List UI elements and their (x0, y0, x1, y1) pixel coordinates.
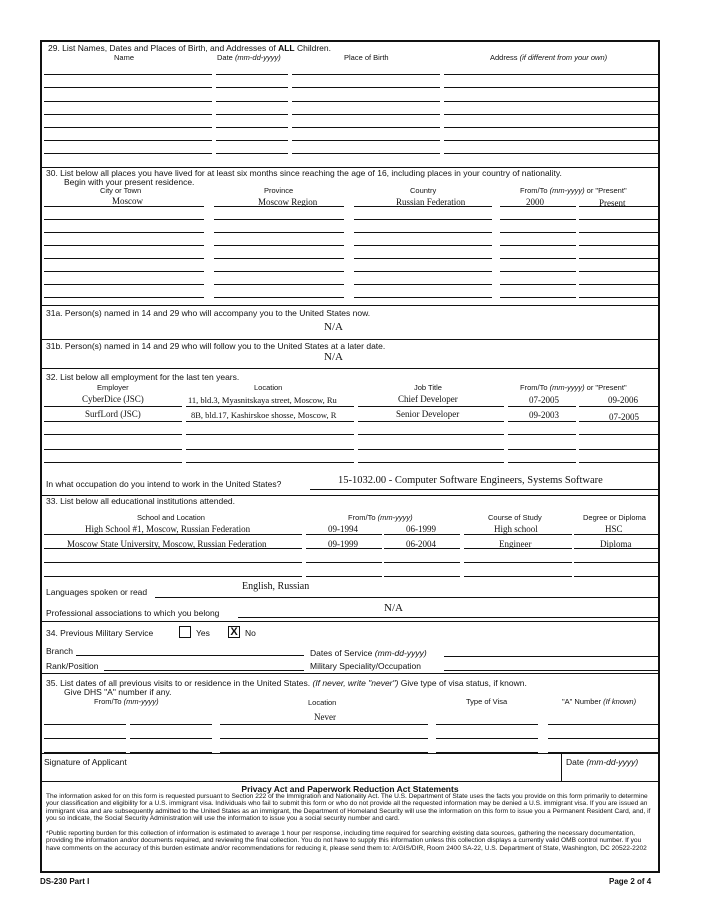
s33-languages-value[interactable]: English, Russian (242, 581, 310, 592)
grid33-line[interactable] (44, 562, 302, 563)
grid30-line[interactable] (214, 271, 344, 272)
s30-from-value[interactable]: 2000 (526, 197, 544, 207)
s30-col-country: Country (410, 186, 437, 195)
grid29-line[interactable] (44, 101, 212, 102)
s33-to-1[interactable]: 06-1999 (406, 524, 436, 534)
section-29 (42, 42, 658, 168)
grid29-line[interactable] (216, 87, 288, 88)
signature-row (42, 754, 658, 782)
grid33-line[interactable] (574, 534, 658, 535)
grid32-line[interactable] (579, 449, 658, 450)
grid30-line[interactable] (579, 232, 658, 233)
grid30-line[interactable] (500, 258, 576, 259)
grid33-line[interactable] (306, 548, 382, 549)
s33-col-school: School and Location (137, 513, 205, 522)
grid32-line[interactable] (579, 434, 658, 435)
grid29-line[interactable] (444, 114, 658, 115)
page-number: Page 2 of 4 (609, 877, 652, 886)
s33-school-1[interactable]: High School #1, Moscow, Russian Federation (85, 524, 251, 534)
grid33-line[interactable] (464, 576, 572, 577)
s30-title: 30. List below all places you have lived for at least six months since reaching the age of 16, including places in your country of nationality. (46, 168, 562, 178)
s33-course-1[interactable]: High school (494, 524, 538, 534)
grid29-line[interactable] (292, 74, 440, 75)
grid29-line[interactable] (292, 101, 440, 102)
s32-to-2[interactable]: 07-2005 (609, 412, 639, 422)
grid33-line[interactable] (464, 534, 572, 535)
grid32-line[interactable] (186, 462, 354, 463)
s33-languages-label: Languages spoken or read (46, 587, 148, 597)
grid30-line[interactable] (500, 284, 576, 285)
s33-school-2[interactable]: Moscow State University, Moscow, Russian Federation (67, 539, 267, 549)
s29-col-name: Name (114, 53, 135, 62)
grid29-line[interactable] (216, 74, 288, 75)
grid32-line[interactable] (186, 434, 354, 435)
grid35-line[interactable] (548, 752, 658, 753)
grid30-line[interactable] (354, 271, 492, 272)
grid35-line[interactable] (44, 724, 126, 725)
grid30-line[interactable] (44, 271, 204, 272)
s32-occupation-line (310, 489, 660, 490)
grid30-line[interactable] (579, 258, 658, 259)
s29-col-place: Place of Birth (344, 53, 389, 62)
grid29-line[interactable] (292, 153, 440, 154)
s34-dates-label: Dates of Service (mm-dd-yyyy) (310, 648, 427, 658)
grid32-line[interactable] (508, 434, 576, 435)
grid30-line[interactable] (354, 245, 492, 246)
grid33-line[interactable] (44, 548, 302, 549)
s32-job-2[interactable]: Senior Developer (396, 409, 460, 419)
s32-from-1[interactable]: 07-2005 (529, 395, 559, 405)
grid30-line[interactable] (500, 271, 576, 272)
grid29-line[interactable] (292, 140, 440, 141)
grid29-line[interactable] (216, 127, 288, 128)
s34-speciality-line[interactable] (444, 670, 658, 671)
s32-job-1[interactable]: Chief Developer (398, 394, 458, 404)
grid30-line[interactable] (579, 297, 658, 298)
grid30-line[interactable] (354, 206, 492, 207)
grid32-line[interactable] (186, 406, 354, 407)
grid32-line[interactable] (358, 421, 504, 422)
grid30-line[interactable] (44, 258, 204, 259)
s32-col-employer: Employer (97, 383, 129, 392)
grid29-line[interactable] (44, 74, 212, 75)
grid30-line[interactable] (500, 297, 576, 298)
military-no-label: No (245, 628, 256, 638)
grid32-line[interactable] (44, 462, 182, 463)
s33-to-2[interactable]: 06-2004 (406, 539, 436, 549)
s31a-value[interactable]: N/A (324, 321, 343, 333)
section-30 (42, 168, 658, 306)
signature-divider (561, 754, 562, 782)
s33-degree-1[interactable]: HSC (605, 524, 623, 534)
s33-col-degree: Degree or Diploma (583, 513, 646, 522)
grid35-line[interactable] (220, 752, 428, 753)
privacy-statement (42, 782, 658, 872)
grid35-line[interactable] (220, 724, 428, 725)
form-id: DS-230 Part I (40, 877, 90, 886)
grid30-line[interactable] (579, 206, 658, 207)
grid29-line[interactable] (44, 127, 212, 128)
s32-col-location: Location (254, 383, 283, 392)
grid29-line[interactable] (44, 153, 212, 154)
military-yes-label: Yes (196, 628, 210, 638)
s33-assoc-value[interactable]: N/A (384, 602, 403, 614)
grid35-line[interactable] (548, 724, 658, 725)
s34-rank-line[interactable] (104, 670, 304, 671)
grid32-line[interactable] (186, 449, 354, 450)
s33-title: 33. List below all educational institutions attended. (46, 496, 236, 506)
privacy-para-2: *Public reporting burden for this collection of information is estimated to average 1 hour per response, including time required for searching existing data sources, gathering the necessary documentation, providing the information and/or documents required, and reviewing the final collection. You do not have to supply this information unless this collection displays a currently valid OMB control number. If you have comments on the accuracy of this burden estimate and/or recommendations for reducing it, please send them to: A/GIS/DIR, Room 2400 SA-22, U.S. Department of State, Washington, DC 20522-2202 (46, 830, 647, 852)
grid33-line[interactable] (574, 576, 658, 577)
grid29-line[interactable] (216, 153, 288, 154)
grid33-line[interactable] (44, 576, 302, 577)
s30-country-value[interactable]: Russian Federation (396, 197, 466, 207)
grid30-line[interactable] (214, 284, 344, 285)
grid32-line[interactable] (508, 421, 576, 422)
s32-occupation-label: In what occupation do you intend to work in the United States? (46, 479, 282, 489)
section-35 (42, 674, 658, 754)
grid30-line[interactable] (44, 245, 204, 246)
grid29-line[interactable] (44, 140, 212, 141)
ds230-form (40, 40, 660, 873)
s32-col-fromto: From/To (mm-yyyy) or "Present" (520, 383, 627, 392)
s34-speciality-label: Military Speciality/Occupation (310, 661, 422, 671)
s30-col-province: Province (264, 186, 294, 195)
grid35-line[interactable] (436, 752, 538, 753)
s33-assoc-label: Professional associations to which you belong (46, 608, 220, 618)
grid30-line[interactable] (44, 297, 204, 298)
s30-col-fromto: From/To (mm-yyyy) or "Present" (520, 186, 627, 195)
grid29-line[interactable] (216, 140, 288, 141)
grid32-line[interactable] (44, 449, 182, 450)
s33-from-2[interactable]: 09-1999 (328, 539, 358, 549)
grid35-line[interactable] (436, 738, 538, 739)
s32-from-2[interactable]: 09-2003 (529, 410, 559, 420)
grid30-line[interactable] (214, 232, 344, 233)
grid30-line[interactable] (579, 219, 658, 220)
grid32-line[interactable] (44, 406, 182, 407)
section-31a (42, 306, 658, 340)
s29-col-date: Date (mm-dd-yyyy) (217, 53, 281, 62)
grid33-line[interactable] (306, 534, 382, 535)
s31b-value[interactable]: N/A (324, 351, 343, 363)
grid33-line[interactable] (384, 576, 460, 577)
grid29-line[interactable] (444, 140, 658, 141)
grid30-line[interactable] (44, 206, 204, 207)
section-31b (42, 340, 658, 369)
s32-to-1[interactable]: 09-2006 (608, 395, 638, 405)
grid35-line[interactable] (130, 752, 212, 753)
grid35-line[interactable] (220, 738, 428, 739)
s32-employer-1[interactable]: CyberDice (JSC) (82, 394, 144, 404)
grid33-line[interactable] (44, 534, 302, 535)
grid33-line[interactable] (384, 548, 460, 549)
s32-title: 32. List below all employment for the last ten years. (46, 372, 240, 382)
grid30-line[interactable] (500, 219, 576, 220)
s35-col-location: Location (308, 698, 337, 707)
privacy-title: Privacy Act and Paperwork Reduction Act Statements (241, 784, 459, 794)
grid32-line[interactable] (358, 434, 504, 435)
grid32-line[interactable] (508, 449, 576, 450)
grid32-line[interactable] (358, 462, 504, 463)
grid30-line[interactable] (500, 245, 576, 246)
s33-from-1[interactable]: 09-1994 (328, 524, 358, 534)
grid30-line[interactable] (44, 284, 204, 285)
grid32-line[interactable] (44, 421, 182, 422)
grid32-line[interactable] (186, 421, 354, 422)
grid29-line[interactable] (444, 127, 658, 128)
grid29-line[interactable] (44, 87, 212, 88)
s35-col-fromto: From/To (mm-yyyy) (94, 697, 159, 706)
grid30-line[interactable] (214, 219, 344, 220)
s29-title: 29. List Names, Dates and Places of Birth, and Addresses of ALL Children. (48, 43, 332, 53)
s32-col-job: Job Title (414, 383, 442, 392)
grid32-line[interactable] (358, 449, 504, 450)
grid33-line[interactable] (384, 562, 460, 563)
grid29-line[interactable] (292, 127, 440, 128)
s31b-title: 31b. Person(s) named in 14 and 29 who will follow you to the United States at a later date. (46, 341, 386, 351)
grid33-line[interactable] (574, 548, 658, 549)
grid29-line[interactable] (44, 114, 212, 115)
grid30-line[interactable] (354, 258, 492, 259)
grid30-line[interactable] (214, 258, 344, 259)
grid30-line[interactable] (354, 232, 492, 233)
section-33 (42, 496, 658, 622)
s30-to-value[interactable]: Present (599, 198, 626, 208)
s32-occupation-value[interactable]: 15-1032.00 - Computer Software Engineers, Systems Software (338, 475, 603, 486)
grid33-line[interactable] (306, 562, 382, 563)
grid33-line[interactable] (384, 534, 460, 535)
grid33-line[interactable] (464, 548, 572, 549)
grid30-line[interactable] (44, 232, 204, 233)
grid29-line[interactable] (444, 153, 658, 154)
s34-rank-label: Rank/Position (46, 661, 99, 671)
grid30-line[interactable] (579, 271, 658, 272)
s33-languages-line (155, 597, 658, 598)
grid35-line[interactable] (548, 738, 658, 739)
grid32-line[interactable] (579, 462, 658, 463)
grid35-line[interactable] (130, 738, 212, 739)
grid35-line[interactable] (44, 738, 126, 739)
privacy-para-1: The information asked for on this form is requested pursuant to Section 222 of the Immigration and Nationality Act. The U.S. Department of State uses the facts you provide on this form primarily to determine your classification and eligibility for a U.S. immigrant visa. Individuals who fail to submit this form or who do not provide all the requested information may be denied a U.S. immigrant visa. If you are issued an immigrant visa and are subsequently admitted to the United States as an immigrant, the Department of Homeland Security will use the information on this form to issue you a Permanent Resident Card, and, if you so indicate, the Social Security Administration will use the information to issue you a social security number and card. (46, 793, 651, 822)
s35-title: 35. List dates of all previous visits to or residence in the United States. (If never, write "never") Give type of visa status, if known. (46, 678, 527, 688)
grid35-line[interactable] (436, 724, 538, 725)
military-yes-checkbox[interactable] (179, 626, 191, 638)
s34-branch-label: Branch (46, 646, 73, 656)
s34-title: 34. Previous Military Service (46, 628, 154, 638)
s29-col-address: Address (if different from your own) (490, 53, 608, 62)
grid29-line[interactable] (444, 87, 658, 88)
s35-location-value[interactable]: Never (314, 712, 336, 722)
grid32-line[interactable] (508, 462, 576, 463)
s30-col-city: City or Town (100, 186, 142, 195)
grid30-line[interactable] (44, 219, 204, 220)
s33-course-2[interactable]: Engineer (499, 539, 532, 549)
section-34 (42, 622, 658, 674)
s35-col-visa: Type of Visa (466, 697, 508, 706)
grid32-line[interactable] (508, 406, 576, 407)
grid32-line[interactable] (44, 434, 182, 435)
s33-assoc-line (238, 617, 658, 618)
s30-province-value[interactable]: Moscow Region (258, 197, 318, 207)
s32-employer-2[interactable]: SurfLord (JSC) (85, 409, 141, 419)
s30-title-2: Begin with your present residence. (64, 177, 195, 187)
signature-date-label: Date (mm-dd-yyyy) (566, 757, 639, 767)
grid29-line[interactable] (292, 114, 440, 115)
grid35-line[interactable] (44, 752, 126, 753)
s34-branch-line[interactable] (76, 655, 304, 656)
s30-city-value[interactable]: Moscow (112, 196, 143, 206)
grid30-line[interactable] (579, 284, 658, 285)
grid29-line[interactable] (444, 74, 658, 75)
s35-title-2: Give DHS "A" number if any. (64, 687, 172, 697)
grid30-line[interactable] (500, 232, 576, 233)
signature-label: Signature of Applicant (44, 757, 127, 767)
grid30-line[interactable] (354, 219, 492, 220)
grid29-line[interactable] (292, 87, 440, 88)
s31a-title: 31a. Person(s) named in 14 and 29 who will accompany you to the United States now. (46, 308, 371, 318)
grid29-line[interactable] (216, 114, 288, 115)
grid30-line[interactable] (500, 206, 576, 207)
grid30-line[interactable] (354, 297, 492, 298)
grid29-line[interactable] (444, 101, 658, 102)
section-32 (42, 369, 658, 496)
s33-col-fromto: From/To (mm-yyyy) (348, 513, 413, 522)
grid29-line[interactable] (216, 101, 288, 102)
grid33-line[interactable] (574, 562, 658, 563)
grid33-line[interactable] (464, 562, 572, 563)
s35-col-anumber: "A" Number (If known) (562, 697, 637, 706)
s33-degree-2[interactable]: Diploma (600, 539, 632, 549)
grid30-line[interactable] (214, 297, 344, 298)
grid32-line[interactable] (358, 406, 504, 407)
s33-col-course: Course of Study (488, 513, 542, 522)
s32-location-2[interactable]: 8B, bld.17, Kashirskoe shosse, Moscow, R (191, 410, 337, 420)
grid33-line[interactable] (306, 576, 382, 577)
grid35-line[interactable] (130, 724, 212, 725)
military-no-checkbox[interactable]: X (228, 626, 240, 638)
grid32-line[interactable] (579, 421, 658, 422)
grid30-line[interactable] (354, 284, 492, 285)
grid32-line[interactable] (579, 406, 658, 407)
grid30-line[interactable] (579, 245, 658, 246)
grid30-line[interactable] (214, 206, 344, 207)
s34-dates-line[interactable] (444, 656, 658, 657)
s32-location-1[interactable]: 11, bld.3, Myasnitskaya street, Moscow, Ru (188, 395, 337, 405)
grid30-line[interactable] (214, 245, 344, 246)
